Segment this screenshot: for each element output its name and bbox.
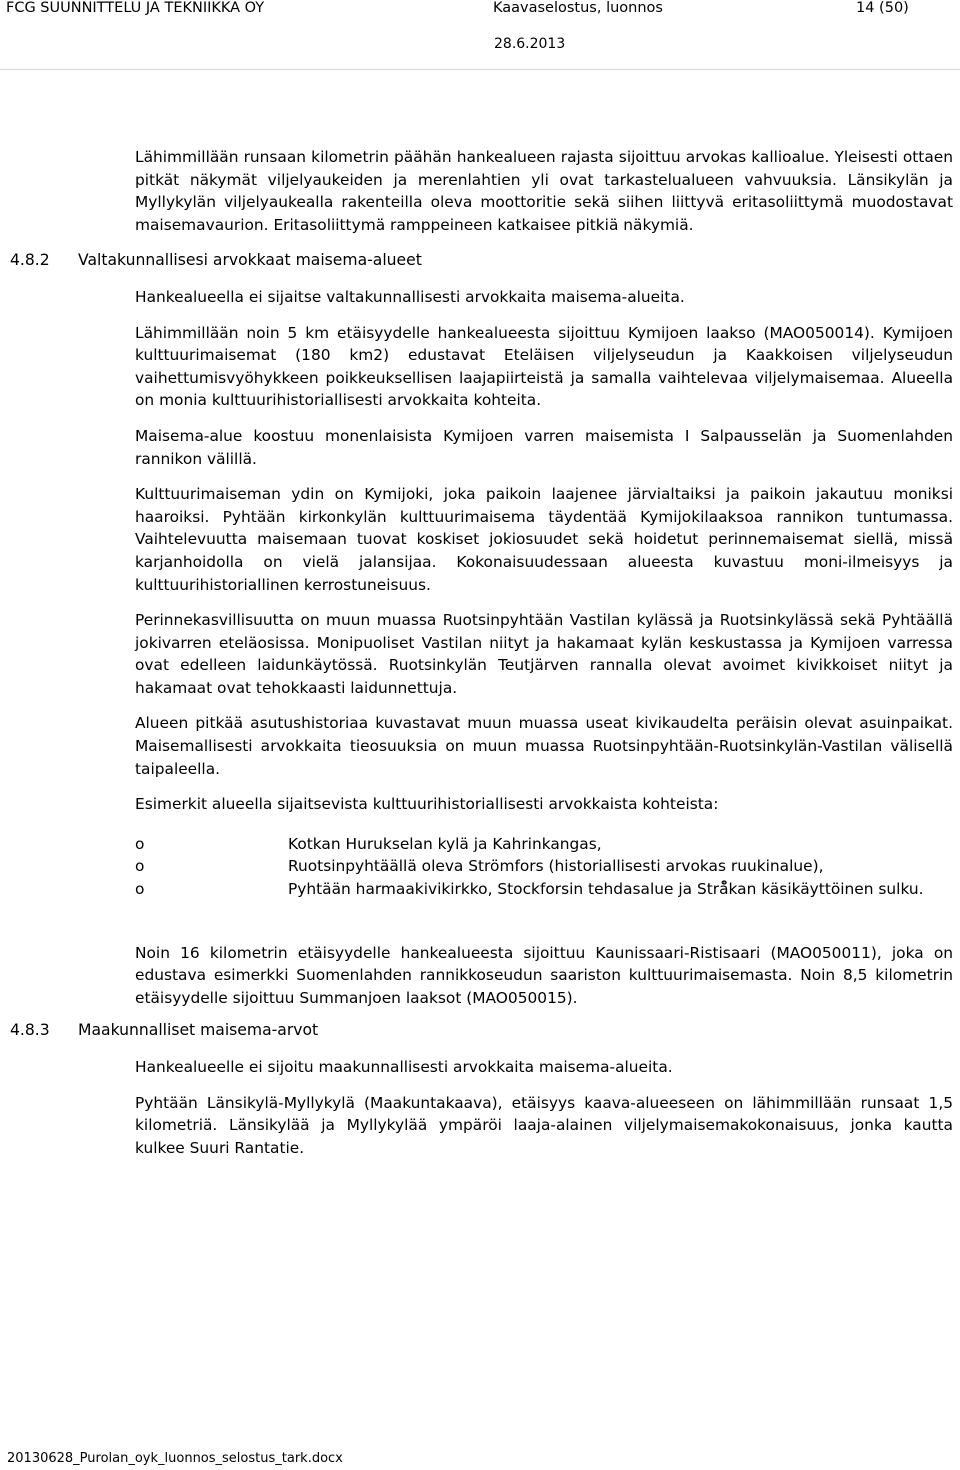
header-page-number: 14 (50) (856, 0, 909, 16)
section-heading-4-8-2 (10, 249, 953, 272)
document-body (10, 146, 953, 1172)
body-paragraph: Kulttuurimaiseman ydin on Kymijoki, joka paikoin laajenee järvialtaiksi ja paikoin jakautuu moniksi haaroiksi. Pyhtään kirkonkylän kulttuurimaisema täydentää Kymijokilaaksoa rannikon tuntumassa. Vaihtelevuutta maisemaan tuovat koskiset jokiosuudet sekä hoidetut perinnemaisemat siellä, missä karjanhoidolla on vielä jalansijaa. Kokonaisuudessaan alueesta kuvastuu moni-ilmeisyys ja kulttuurihistoriallinen kerrostuneisuus. (135, 485, 953, 594)
header-organization: FCG SUUNNITTELU JA TEKNIIKKA OY (6, 0, 265, 16)
list-item (135, 833, 953, 856)
body-paragraph: Lähimmillään noin 5 km etäisyydelle hankealueesta sijoittuu Kymijoen laakso (MAO050014). Kymijoen kulttuurimaisemat (180 km2) edustavat Eteläisen viljelyseudun ja Kaakkoisen viljelyseudun vaihettumisvyöhykkeen poikkeuksellisen laajapiirteistä ja samalla vaihtelevaa viljelymaisemaa. Alueella on monia kulttuurihistoriallisesti arvokkaita kohteita. (135, 323, 953, 410)
bullet-marker: o (135, 857, 145, 876)
list-item-text: Ruotsinpyhtäällä oleva Strömfors (historiallisesti arvokas ruukinalue), (288, 857, 824, 876)
section-number: 4.8.3 (10, 1021, 50, 1040)
body-paragraph: Esimerkit alueella sijaitsevista kulttuurihistoriallisesti arvokkaista kohteista: (135, 795, 719, 814)
list-item-text: Kotkan Hurukselan kylä ja Kahrinkangas, (288, 834, 602, 853)
body-paragraph: Hankealueella ei sijaitse valtakunnallisesti arvokkaita maisema-alueita. (135, 287, 685, 306)
page-header (0, 0, 960, 52)
section-heading-4-8-3 (10, 1019, 953, 1042)
section-title: Valtakunnallisesi arvokkaat maisema-alueet (78, 251, 422, 270)
intro-paragraph: Lähimmillään runsaan kilometrin päähän hankealueen rajasta sijoittuu arvokas kallioalue. Yleisesti ottaen pitkät näkymät viljelyaukeiden ja merenlahtien yli ovat tarkastelualueen vahvuuksia. Länsikylän ja Myllykylän viljelyaukealla rakenteilla oleva moottoritie sekä siihen liittyvä eritasoliittymä muodostavat maisemavaurion. Eritasoliittymä ramppeineen katkaisee pitkiä näkymiä. (135, 148, 953, 234)
body-paragraph: Perinnekasvillisuutta on muun muassa Ruotsinpyhtään Vastilan kylässä ja Ruotsinkylässä sekä Pyhtäällä jokivarren eteläosissa. Monipuoliset Vastilan niityt ja hakamaat kylän keskustassa ja Kymijoen varressa ovat edelleen laidunkäytössä. Ruotsinkylän Teutjärven rannalla olevat avoimet kivikkoiset niityt ja hakamaat ovat tehokkaasti laidunnettuja. (135, 611, 953, 697)
bullet-marker: o (135, 834, 145, 853)
list-item (135, 855, 953, 878)
bullet-marker: o (135, 880, 145, 899)
header-date: 28.6.2013 (494, 36, 566, 52)
body-paragraph: Maisema-alue koostuu monenlaisista Kymijoen varren maisemista I Salpausselän ja Suomenlahden rannikon välillä. (135, 426, 953, 468)
page-footer-filename: 20130628_Purolan_oyk_luonnos_selostus_tark.docx (7, 1451, 343, 1466)
list-item (135, 878, 953, 901)
section-number: 4.8.2 (10, 251, 50, 270)
body-paragraph: Noin 16 kilometrin etäisyydelle hankealueesta sijoittuu Kaunissaari-Ristisaari (MAO050011), joka on edustava esimerkki Suomenlahden rannikkoseudun saariston kulttuurimaisemasta. Noin 8,5 kilometrin etäisyydelle sijoittuu Summanjoen laaksot (MAO050015). (135, 943, 953, 1007)
body-paragraph: Hankealueelle ei sijoitu maakunnallisesti arvokkaita maisema-alueita. (135, 1058, 673, 1076)
body-paragraph: Alueen pitkää asutushistoriaa kuvastavat muun muassa useat kivikaudelta peräisin olevat asuinpaikat. Maisemallisesti arvokkaita tieosuuksia on muun muassa Ruotsinpyhtään-Ruotsinkylän-Vastilan välisellä taipaleella. (135, 714, 953, 778)
body-paragraph: Pyhtään Länsikylä-Myllykylä (Maakuntakaava), etäisyys kaava-alueeseen on lähimmillään runsaat 1,5 kilometriä. Länsikylää ja Myllykylää ympäröi laaja-alainen viljelymaisemakokonaisuus, jonka kautta kulkee Suuri Rantatie. (135, 1093, 953, 1157)
header-divider (0, 69, 960, 70)
list-item-text: Pyhtään harmaakivikirkko, Stockforsin tehdasalue ja Strå̊kan käsikäyttöinen sulku. (288, 880, 924, 899)
example-sites-list (135, 833, 953, 901)
section-title: Maakunnalliset maisema-arvot (78, 1021, 319, 1040)
header-document-title: Kaavaselostus, luonnos (493, 0, 663, 16)
